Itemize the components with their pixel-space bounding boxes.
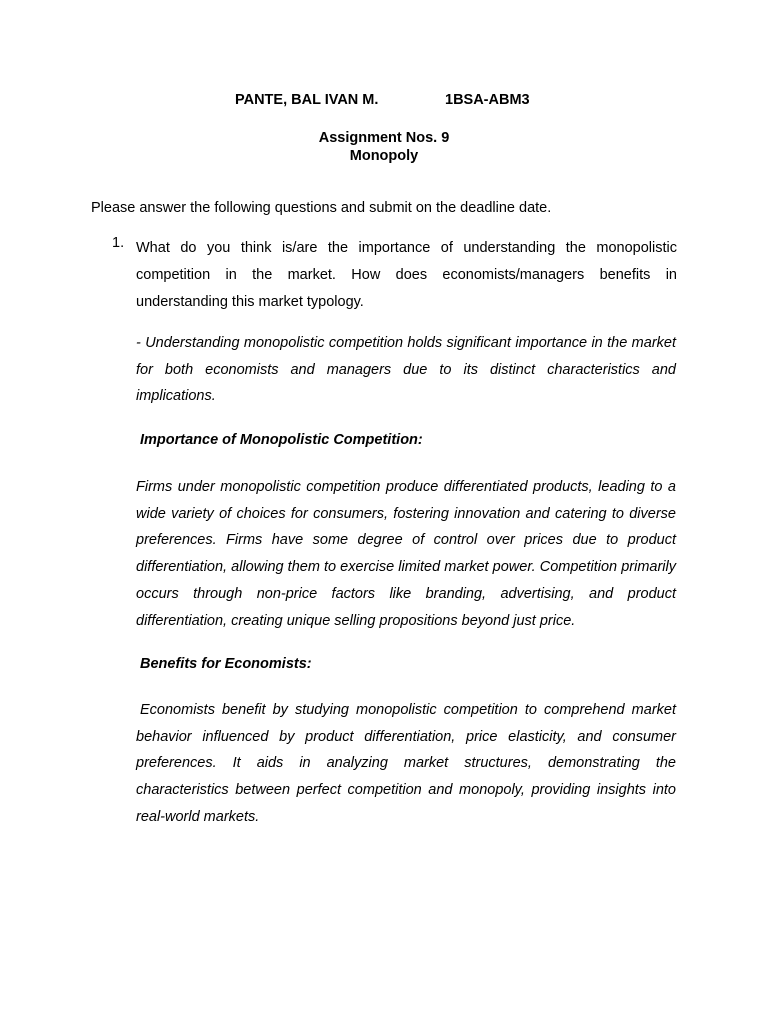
assignment-topic: Monopoly (349, 148, 419, 164)
student-section: 1BSA-ABM3 (445, 92, 530, 108)
assignment-title: Assignment Nos. 9 (318, 130, 450, 146)
student-name: PANTE, BAL IVAN M. (235, 92, 379, 108)
title-block (0, 129, 768, 165)
instructions-text: Please answer the following questions and submit on the deadline date. (91, 200, 552, 216)
question-number: 1. (112, 235, 125, 251)
economists-heading: Benefits for Economists: (140, 656, 312, 672)
question-text: What do you think is/are the importance of understanding the monopolistic competition in the market. How does economists/managers benefits in understanding this market typology. (136, 240, 677, 310)
importance-heading: Importance of Monopolistic Competition: (140, 432, 423, 448)
economists-paragraph: Economists benefit by studying monopolistic competition to comprehend market behavior influenced by product differentiation, price elasticity, and consumer preferences. It aids in analyzing market structures, demonstrating the characteristics between perfect competition and monopoly, providing insights into real-world markets. (136, 702, 676, 825)
answer-intro: - Understanding monopolistic competition holds significant importance in the market for both economists and managers due to its distinct characteristics and implications. (136, 335, 676, 405)
importance-paragraph: Firms under monopolistic competition produce differentiated products, leading to a wide variety of choices for consumers, fostering innovation and catering to diverse preferences. Firms have some degree of control over prices due to product differentiation, allowing them to exercise limited market power. Competition primarily occurs through non-price factors like branding, advertising, and product differentiation, creating unique selling propositions beyond just price. (136, 479, 676, 629)
question-item (112, 235, 677, 316)
